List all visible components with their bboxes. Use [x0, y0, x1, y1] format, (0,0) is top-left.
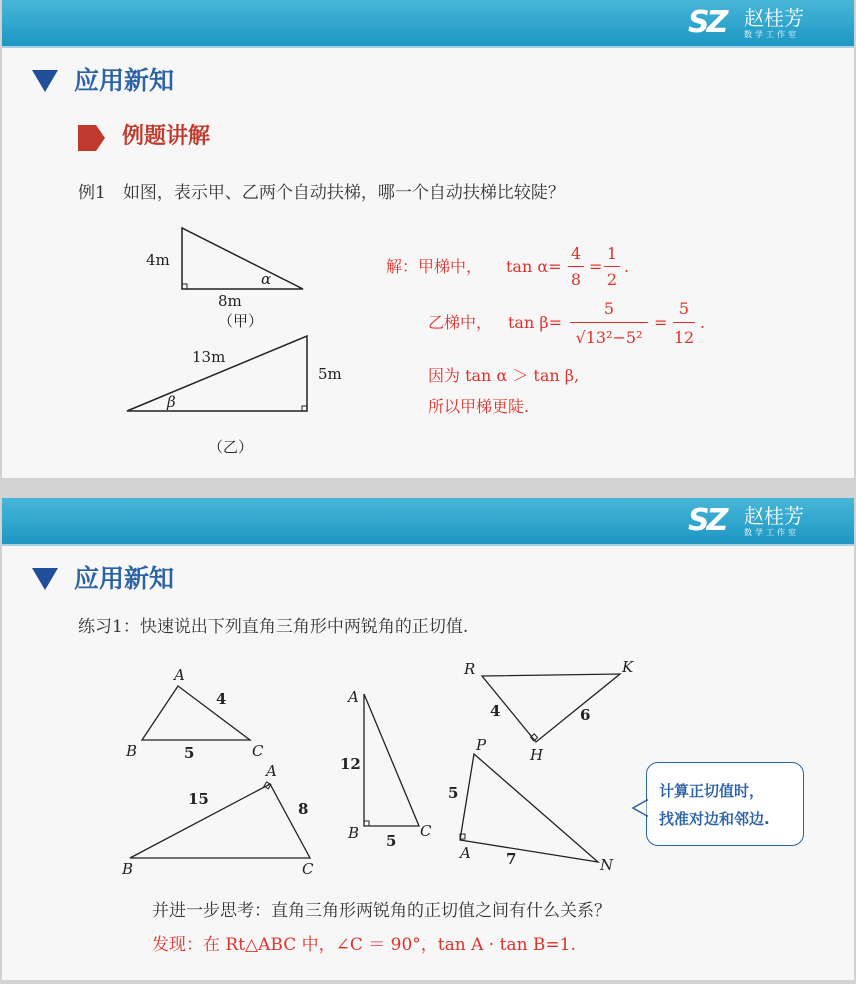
- think-question: 并进一步思考：直角三角形两锐角的正切值之间有什么关系？: [152, 901, 611, 921]
- vertex-a-wide: A: [266, 762, 277, 780]
- vertex-h: H: [530, 746, 544, 764]
- side-label-pa: 5: [448, 784, 459, 802]
- side-label-tall-ab: 12: [340, 755, 361, 773]
- frac3-denominator: √13²−5²: [575, 328, 643, 347]
- triangle-abc-small: [142, 686, 250, 740]
- vertex-a-pan: A: [460, 844, 471, 862]
- vertex-b-tall: B: [348, 824, 360, 842]
- triangle-rkh: [482, 674, 620, 742]
- question-text: 例1 如图，表示甲、乙两个自动扶梯，哪一个自动扶梯比较陡？: [78, 183, 565, 203]
- side-label-small-bc: 5: [184, 744, 195, 762]
- fig1-vertical-label: 4m: [146, 251, 170, 269]
- triangle-jia: [182, 228, 303, 289]
- vertex-n: N: [600, 856, 614, 874]
- frac3-bar: [570, 322, 648, 323]
- vertex-r: R: [464, 660, 476, 678]
- frac1-bar: [568, 266, 584, 267]
- solution-line1-prefix: 解：甲梯中，: [386, 257, 483, 276]
- frac1-denominator: 8: [570, 270, 582, 289]
- frac2-bar: [604, 266, 620, 267]
- vertex-c-tall: C: [420, 822, 432, 840]
- callout-line1: 计算正切值时，: [659, 782, 765, 800]
- fig2-caption: （乙）: [208, 438, 254, 456]
- solution-tan-beta: tan β=: [508, 313, 563, 332]
- vertex-c-small: C: [252, 742, 264, 760]
- period-2: .: [700, 313, 706, 332]
- triangle-abc-tall: [364, 694, 419, 826]
- vertex-c-wide: C: [302, 860, 314, 878]
- callout-pointer: [632, 798, 650, 818]
- frac4-bar: [673, 322, 695, 323]
- equals-sign-1: =: [589, 257, 603, 276]
- callout-line2: 找准对边和邻边.: [659, 810, 770, 828]
- right-angle-mark-tall: [364, 821, 369, 826]
- side-label-kh: 6: [580, 706, 591, 724]
- fig1-caption: （甲）: [218, 312, 264, 330]
- solution-line3: 因为 tan α ＞ tan β,: [428, 366, 580, 385]
- equals-sign-2: =: [654, 313, 668, 332]
- fig2-vertical-label: 5m: [318, 365, 342, 383]
- hint-callout: [646, 762, 804, 846]
- frac3-numerator: 5: [603, 299, 615, 318]
- triangle-pan: [460, 754, 598, 862]
- solution-line2-prefix: 乙梯中，: [428, 313, 493, 332]
- logo-subtitle: 数学工作室: [744, 528, 799, 537]
- logo-mark: SZ: [688, 503, 726, 538]
- triangle-abc-wide: [130, 784, 310, 858]
- side-label-wide-ab: 15: [188, 790, 209, 808]
- logo-name: 赵桂芳: [744, 6, 804, 30]
- vertex-k: K: [622, 658, 634, 676]
- frac4-numerator: 5: [678, 299, 690, 318]
- fig1-angle-alpha: α: [261, 270, 272, 288]
- solution-tan-alpha: tan α=: [506, 257, 562, 276]
- sub-title: 例题讲解: [122, 124, 211, 149]
- frac2-numerator: 1: [606, 244, 618, 263]
- slide-2: [2, 498, 854, 980]
- logo-subtitle: 数学工作室: [744, 30, 799, 39]
- fig2-hypotenuse-label: 13m: [192, 348, 226, 366]
- fig1-base-label: 8m: [218, 292, 242, 310]
- side-label-tall-bc: 5: [386, 832, 397, 850]
- section-title: 应用新知: [74, 564, 175, 593]
- vertex-a-tall: A: [348, 688, 359, 706]
- frac1-numerator: 4: [570, 244, 582, 263]
- frac2-denominator: 2: [606, 270, 618, 289]
- side-label-an: 7: [506, 850, 517, 868]
- side-label-wide-ac: 8: [298, 800, 309, 818]
- vertex-b-small: B: [126, 742, 138, 760]
- slide-1: [2, 0, 854, 478]
- logo-mark: SZ: [688, 5, 726, 40]
- vertex-b-wide: B: [122, 860, 134, 878]
- side-label-small-ac: 4: [216, 690, 227, 708]
- section-title: 应用新知: [74, 66, 175, 95]
- side-label-rh: 4: [490, 702, 501, 720]
- exercise-text: 练习1：快速说出下列直角三角形中两锐角的正切值.: [78, 617, 469, 637]
- vertex-p: P: [476, 736, 487, 754]
- period-1: .: [624, 257, 630, 276]
- logo-name: 赵桂芳: [744, 504, 804, 528]
- fig2-angle-beta: β: [167, 393, 176, 411]
- solution-line4: 所以甲梯更陡.: [428, 397, 530, 416]
- vertex-a-small: A: [174, 666, 185, 684]
- finding-text: 发现：在 Rt△ABC 中，∠C ＝ 90°，tan A · tan B=1.: [152, 935, 576, 955]
- frac4-denominator: 12: [673, 328, 695, 347]
